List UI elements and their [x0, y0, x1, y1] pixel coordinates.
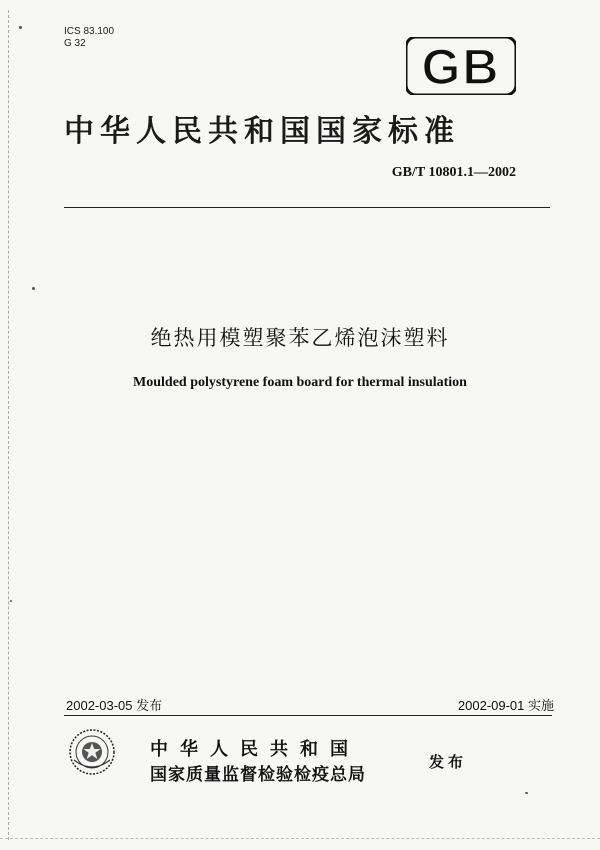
issuer-country: 中华人民共和国: [150, 739, 360, 760]
divider-top: [64, 207, 550, 208]
issuer-agency: 国家质量监督检验检疫总局: [150, 765, 366, 785]
issue-date: 2002-03-05 发布: [66, 698, 163, 713]
divider-bottom: [64, 715, 552, 716]
gb-logo-text: GB: [421, 39, 501, 95]
scan-speck: [19, 26, 22, 29]
title-chinese: 绝热用模塑聚苯乙烯泡沫塑料: [150, 326, 450, 350]
scan-edge-bottom: [0, 838, 600, 839]
publish-label: 发布: [429, 753, 468, 771]
org-title: 中华人民共和国国家标准: [64, 114, 460, 149]
scan-speck: [32, 287, 35, 290]
title-english: Moulded polystyrene foam board for thermal insulation: [133, 375, 467, 390]
national-emblem-seal-icon: [68, 728, 116, 776]
scan-speck: [10, 600, 12, 602]
scan-edge-left: [8, 10, 9, 840]
standard-number: GB/T 10801.1—2002: [391, 165, 516, 180]
scan-speck: [525, 792, 528, 794]
classification-codes: [64, 26, 114, 50]
gb-logo-icon: [406, 37, 516, 95]
ics-code: ICS 83.100: [64, 26, 115, 37]
implementation-date: 2002-09-01 实施: [457, 698, 554, 713]
ccs-code: G 32: [64, 38, 86, 49]
